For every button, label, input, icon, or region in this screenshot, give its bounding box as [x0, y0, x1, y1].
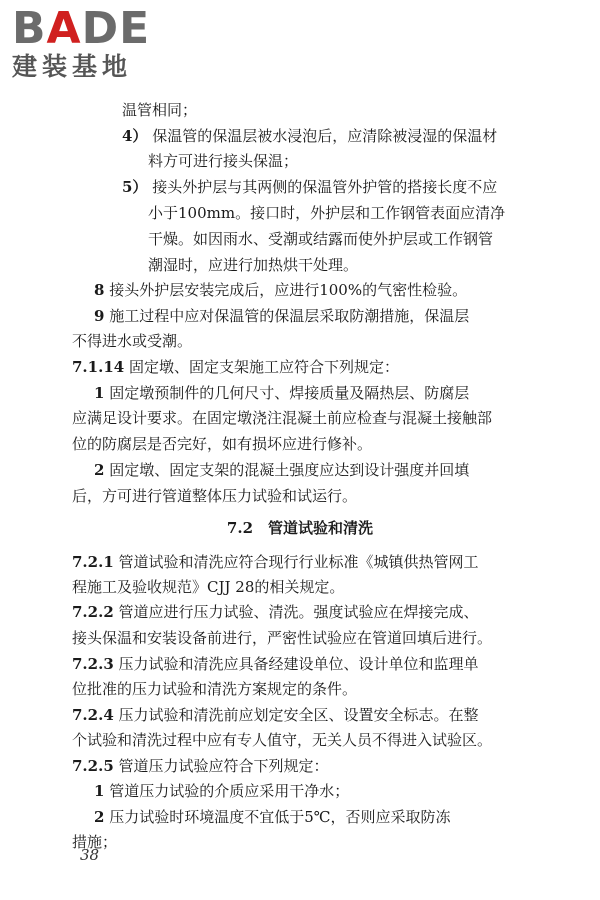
text-line: 个试验和清洗过程中应有专人值守，无关人员不得进入试验区。 — [72, 731, 493, 749]
clause: 7.2.1 管道试验和清洗应符合现行行业标准《城镇供热管网工 — [72, 553, 479, 571]
text-line: 不得进水或受潮。 — [72, 332, 193, 350]
text-line: 温管相同； — [122, 101, 198, 119]
logo-subtitle: 建装基地 — [12, 52, 133, 81]
logo-wordmark: BADE — [12, 3, 151, 54]
list-item: 2 压力试验时环境温度不宜低于5℃，否则应采取防冻 — [94, 808, 451, 826]
text-line: 后，方可进行管道整体压力试验和试运行。 — [72, 487, 358, 505]
text-line: 程施工及验收规范》CJJ 28的相关规定。 — [72, 578, 345, 596]
text-line: 潮湿时，应进行加热烘干处理。 — [148, 256, 359, 274]
list-item: 1 管道压力试验的介质应采用干净水； — [94, 782, 350, 800]
text-line: 位的防腐层是否完好，如有损坏应进行修补。 — [72, 435, 373, 453]
clause: 7.2.3 压力试验和清洗应具备经建设单位、设计单位和监理单 — [72, 655, 479, 673]
clause: 7.2.4 压力试验和清洗前应划定安全区、设置安全标志。在整 — [72, 706, 479, 724]
text-line: 小于100mm。接口时，外护层和工作钢管表面应清净 — [148, 204, 506, 222]
list-item: 9 施工过程中应对保温管的保温层采取防潮措施，保温层 — [94, 307, 470, 325]
text-line: 位批准的压力试验和清洗方案规定的条件。 — [72, 680, 358, 698]
list-item: 2 固定墩、固定支架的混凝土强度应达到设计强度并回填 — [94, 461, 470, 479]
text-line: 接头保温和安装设备前进行，严密性试验应在管道回填后进行。 — [72, 629, 493, 647]
list-item: 4） 保温管的保温层被水浸泡后，应清除被浸湿的保温材 — [122, 127, 498, 145]
list-item: 5） 接头外护层与其两侧的保温管外护管的搭接长度不应 — [122, 178, 498, 196]
list-item: 8 接头外护层安装完成后，应进行100%的气密性检验。 — [94, 281, 468, 299]
text-line: 料方可进行接头保温； — [148, 152, 299, 170]
clause: 7.2.5 管道压力试验应符合下列规定： — [72, 757, 329, 775]
clause: 7.1.14 固定墩、固定支架施工应符合下列规定： — [72, 358, 399, 376]
text-line: 措施； — [72, 833, 118, 851]
list-item: 1 固定墩预制件的几何尺寸、焊接质量及隔热层、防腐层 — [94, 384, 470, 402]
page-number: 38 — [80, 846, 100, 864]
text-line: 干燥。如因雨水、受潮或结露而使外护层或工作钢管 — [148, 230, 494, 248]
clause: 7.2.2 管道应进行压力试验、清洗。强度试验应在焊接完成、 — [72, 603, 479, 621]
section-heading: 7.2 管道试验和清洗 — [226, 519, 374, 537]
text-line: 应满足设计要求。在固定墩浇注混凝土前应检查与混凝土接触部 — [72, 409, 493, 427]
